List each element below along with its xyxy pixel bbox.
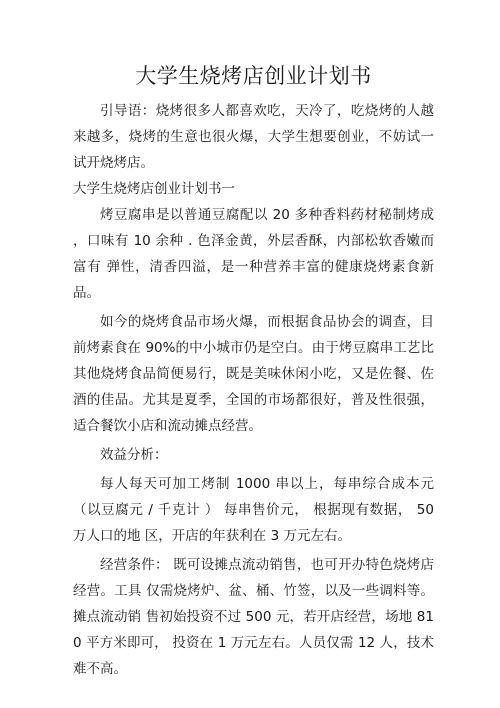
document-title: 大学生烧烤店创业计划书	[135, 64, 372, 88]
body-paragraph-conditions: 经营条件： 既可设摊点流动销售，也可开办特色烧烤店 经营。工具 仅需烧烤炉、盆、桶、竹签，以及一些调料等。摊点流动销 售初始投资不过 500 元，若开店经营，场地 810 平方米即可， 投资在 1 万元左右。人员仅需 12 人，技术难不高。	[73, 557, 434, 677]
body-paragraph-benefit-heading: 效益分析：	[100, 447, 168, 463]
body-paragraph-benefit: 每人每天可加工烤制 1000 串以上，每串综合成本元 （以豆腐元 / 千克计 ） 每串售价元， 根据现有数据， 50 万人口的地 区，开店的年获利在 3 万元左右。	[73, 476, 434, 544]
intro-paragraph: 引导语：烧烤很多人都喜欢吃，天冷了，吃烧烤的人越 来越多，烧烤的生意也很火爆，大学生想要创业，不妨试一 试开烧烤店。	[73, 103, 434, 171]
section-heading: 大学生烧烤店创业计划书一	[73, 181, 235, 197]
body-paragraph-product: 烤豆腐串是以普通豆腐配以 20 多种香料药材秘制烤成 ，口味有 10 余种 . 色泽金黄，外层香酥，内部松软香嫩而富有 弹性，清香四溢，是一种营养丰富的健康烧烤素食新品。	[73, 207, 434, 301]
body-paragraph-market: 如今的烧烤食品市场火爆，而根据食品协会的调查，目 前烤素食在 90%的中小城市仍是空白。由于烤豆腐串工艺比 其他烧烤食品简便易行，既是美味休闲小吃，又是佐餐、佐 酒的佳品。尤其是夏季，全国的市场都很好，普及性很强， 适合餐饮小店和流动摊点经营。	[73, 314, 434, 434]
